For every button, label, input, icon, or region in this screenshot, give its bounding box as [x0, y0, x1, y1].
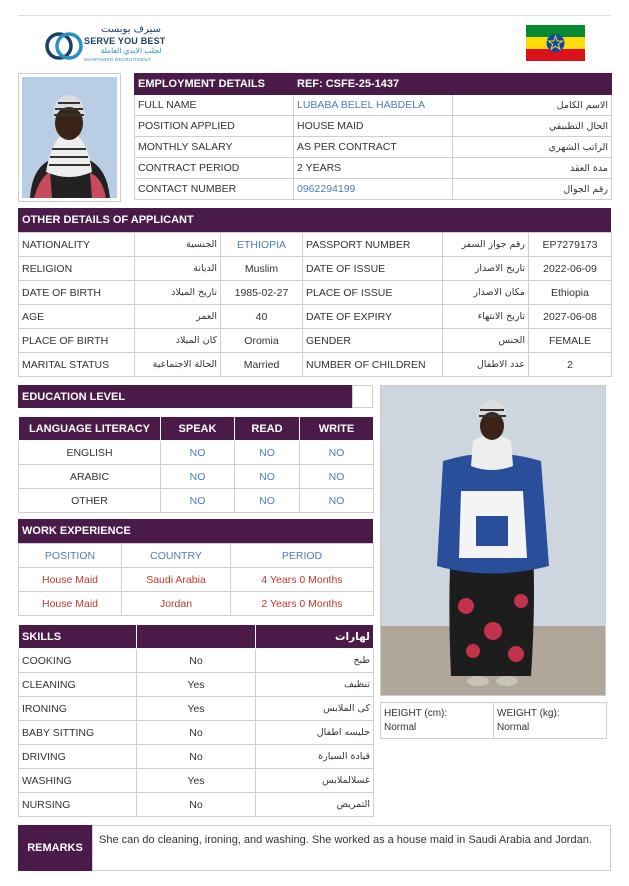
- company-logo: [44, 24, 174, 68]
- position-column: POSITION: [19, 544, 122, 568]
- field-label-arabic: الديانة: [135, 257, 221, 281]
- field-value: Ethiopia: [529, 281, 612, 305]
- skill-name: BABY SITTING: [19, 721, 137, 745]
- field-label: RELIGION: [19, 257, 135, 281]
- field-label-arabic: مكان الاصدار: [443, 281, 529, 305]
- employment-row: [135, 116, 612, 137]
- weight-value: Normal: [497, 721, 530, 733]
- applicant-full-photo: [380, 385, 606, 696]
- country-value: Saudi Arabia: [122, 568, 231, 592]
- field-label-arabic: الحال التطبيقي: [453, 116, 612, 137]
- top-rule: [18, 15, 611, 16]
- other-details-header: OTHER DETAILS OF APPLICANT: [18, 208, 611, 232]
- other-details-row: [19, 281, 612, 305]
- speak-value: NO: [161, 465, 235, 489]
- write-value: NO: [300, 441, 374, 465]
- field-value: FEMALE: [529, 329, 612, 353]
- field-label: CONTACT NUMBER: [135, 179, 294, 200]
- skill-name-arabic: التمريض: [256, 793, 374, 817]
- field-label-arabic: كان الميلاد: [135, 329, 221, 353]
- field-value: Oromia: [221, 329, 303, 353]
- skills-header-row: [19, 625, 374, 649]
- other-details-row: [19, 305, 612, 329]
- field-value: 0962294199: [294, 179, 453, 200]
- field-label: CONTRACT PERIOD: [135, 158, 294, 179]
- employment-row: [135, 158, 612, 179]
- field-value: 2027-06-08: [529, 305, 612, 329]
- field-value: HOUSE MAID: [294, 116, 453, 137]
- country-column: COUNTRY: [122, 544, 231, 568]
- language-row: [19, 465, 374, 489]
- employment-row: [135, 95, 612, 116]
- skill-name: COOKING: [19, 649, 137, 673]
- logo-arabic-sub: لجلب الايدي العاملة: [100, 46, 162, 55]
- skills-header: SKILLS: [19, 625, 137, 649]
- read-value: NO: [235, 489, 300, 513]
- position-value: House Maid: [19, 592, 122, 616]
- logo-name: SERVE YOU BEST: [84, 36, 166, 46]
- logo-sub: MANPOWER RECRUITMENT: [84, 57, 151, 62]
- skill-row: [19, 721, 374, 745]
- field-value: 2022-06-09: [529, 257, 612, 281]
- education-level-header: EDUCATION LEVEL: [18, 385, 352, 408]
- skill-value: Yes: [137, 673, 256, 697]
- field-value: Muslim: [221, 257, 303, 281]
- read-column: READ: [235, 417, 300, 441]
- field-label-arabic: رقم الجوال: [453, 179, 612, 200]
- write-value: NO: [300, 489, 374, 513]
- field-label: FULL NAME: [135, 95, 294, 116]
- skill-name: IRONING: [19, 697, 137, 721]
- period-column: PERIOD: [231, 544, 374, 568]
- language-name: ENGLISH: [19, 441, 161, 465]
- field-value: EP7279173: [529, 233, 612, 257]
- field-label: PLACE OF ISSUE: [303, 281, 443, 305]
- skill-value: No: [137, 721, 256, 745]
- skill-value: Yes: [137, 769, 256, 793]
- skills-table: [18, 624, 374, 817]
- language-header-row: [19, 417, 374, 441]
- read-value: NO: [235, 465, 300, 489]
- height-cell: [381, 703, 494, 739]
- height-value: Normal: [384, 721, 417, 733]
- skill-row: [19, 649, 374, 673]
- field-label-arabic: الراتب الشهري: [453, 137, 612, 158]
- other-details-table: [18, 232, 612, 377]
- employment-row: [135, 137, 612, 158]
- skill-name-arabic: تنظيف: [256, 673, 374, 697]
- skill-row: [19, 769, 374, 793]
- language-literacy-table: [18, 416, 374, 513]
- field-label: DATE OF EXPIRY: [303, 305, 443, 329]
- other-details-row: [19, 257, 612, 281]
- skill-value: Yes: [137, 697, 256, 721]
- skill-name: CLEANING: [19, 673, 137, 697]
- skill-name-arabic: جليسه اطفال: [256, 721, 374, 745]
- field-label-arabic: العمر: [135, 305, 221, 329]
- field-value: 40: [221, 305, 303, 329]
- employment-row: [135, 179, 612, 200]
- period-value: 4 Years 0 Months: [231, 568, 374, 592]
- employment-details-header: EMPLOYMENT DETAILS: [135, 74, 294, 95]
- period-value: 2 Years 0 Months: [231, 592, 374, 616]
- field-label-arabic: الجنس: [443, 329, 529, 353]
- skill-name-arabic: غسلالملابس: [256, 769, 374, 793]
- employment-details-table: [134, 73, 612, 200]
- field-label: PLACE OF BIRTH: [19, 329, 135, 353]
- skill-value: No: [137, 745, 256, 769]
- field-label-arabic: الحالة الاجتماعية: [135, 353, 221, 377]
- logo-rings-icon: [44, 26, 84, 66]
- work-experience-header: WORK EXPERIENCE: [18, 519, 373, 543]
- skill-row: [19, 745, 374, 769]
- other-details-row: [19, 353, 612, 377]
- field-label: GENDER: [303, 329, 443, 353]
- field-label: POSITION APPLIED: [135, 116, 294, 137]
- skill-name: NURSING: [19, 793, 137, 817]
- field-label: NATIONALITY: [19, 233, 135, 257]
- language-row: [19, 489, 374, 513]
- skill-name-arabic: قيادة السيارة: [256, 745, 374, 769]
- field-label-arabic: رقم جواز السفر: [443, 233, 529, 257]
- read-value: NO: [235, 441, 300, 465]
- remarks-label: REMARKS: [18, 825, 92, 871]
- logo-arabic: سيرف يوبست: [101, 24, 161, 35]
- field-value: AS PER CONTRACT: [294, 137, 453, 158]
- field-label-arabic: عدد الاطفال: [443, 353, 529, 377]
- ethiopia-flag-icon: [526, 25, 585, 61]
- language-row: [19, 441, 374, 465]
- other-details-row: [19, 329, 612, 353]
- remarks-text: She can do cleaning, ironing, and washing. She worked as a house maid in Saudi Arabia and Jordan.: [92, 825, 611, 871]
- country-value: Jordan: [122, 592, 231, 616]
- reference-number: REF: CSFE-25-1437: [294, 74, 612, 95]
- field-value: Married: [221, 353, 303, 377]
- language-name: OTHER: [19, 489, 161, 513]
- field-label: AGE: [19, 305, 135, 329]
- skill-row: [19, 697, 374, 721]
- write-column: WRITE: [300, 417, 374, 441]
- field-label: MARITAL STATUS: [19, 353, 135, 377]
- work-experience-table: [18, 543, 374, 616]
- skills-header-spacer: [137, 625, 256, 649]
- physical-info-table: [380, 702, 607, 739]
- skill-row: [19, 793, 374, 817]
- skill-value: No: [137, 793, 256, 817]
- field-value: 1985-02-27: [221, 281, 303, 305]
- field-label: DATE OF ISSUE: [303, 257, 443, 281]
- field-label: MONTHLY SALARY: [135, 137, 294, 158]
- other-details-row: [19, 233, 612, 257]
- skill-name-arabic: طبخ: [256, 649, 374, 673]
- height-label: HEIGHT (cm):: [384, 707, 448, 719]
- applicant-portrait: [18, 73, 121, 202]
- speak-column: SPEAK: [161, 417, 235, 441]
- field-label: DATE OF BIRTH: [19, 281, 135, 305]
- skill-name: WASHING: [19, 769, 137, 793]
- education-level-value: [352, 385, 373, 408]
- field-label: NUMBER OF CHILDREN: [303, 353, 443, 377]
- speak-value: NO: [161, 489, 235, 513]
- work-experience-row: [19, 568, 374, 592]
- field-label-arabic: تاريخ الاصدار: [443, 257, 529, 281]
- field-value: 2 YEARS: [294, 158, 453, 179]
- field-value: LUBABA BELEL HABDELA: [294, 95, 453, 116]
- field-label: PASSPORT NUMBER: [303, 233, 443, 257]
- language-name: ARABIC: [19, 465, 161, 489]
- speak-value: NO: [161, 441, 235, 465]
- skill-name-arabic: كى الملابس: [256, 697, 374, 721]
- skill-row: [19, 673, 374, 697]
- field-label-arabic: الاسم الكامل: [453, 95, 612, 116]
- field-label-arabic: مدة العقد: [453, 158, 612, 179]
- weight-cell: [494, 703, 607, 739]
- write-value: NO: [300, 465, 374, 489]
- work-experience-row: [19, 592, 374, 616]
- field-label-arabic: تاريخ الانتهاء: [443, 305, 529, 329]
- skills-header-arabic: لهارات: [256, 625, 374, 649]
- field-label-arabic: الجنسية: [135, 233, 221, 257]
- field-value: 2: [529, 353, 612, 377]
- field-value: ETHIOPIA: [221, 233, 303, 257]
- work-columns-row: [19, 544, 374, 568]
- weight-label: WEIGHT (kg):: [497, 707, 560, 719]
- skill-name: DRIVING: [19, 745, 137, 769]
- language-literacy-column: LANGUAGE LITERACY: [19, 417, 161, 441]
- skill-value: No: [137, 649, 256, 673]
- position-value: House Maid: [19, 568, 122, 592]
- field-label-arabic: تاريخ الميلاد: [135, 281, 221, 305]
